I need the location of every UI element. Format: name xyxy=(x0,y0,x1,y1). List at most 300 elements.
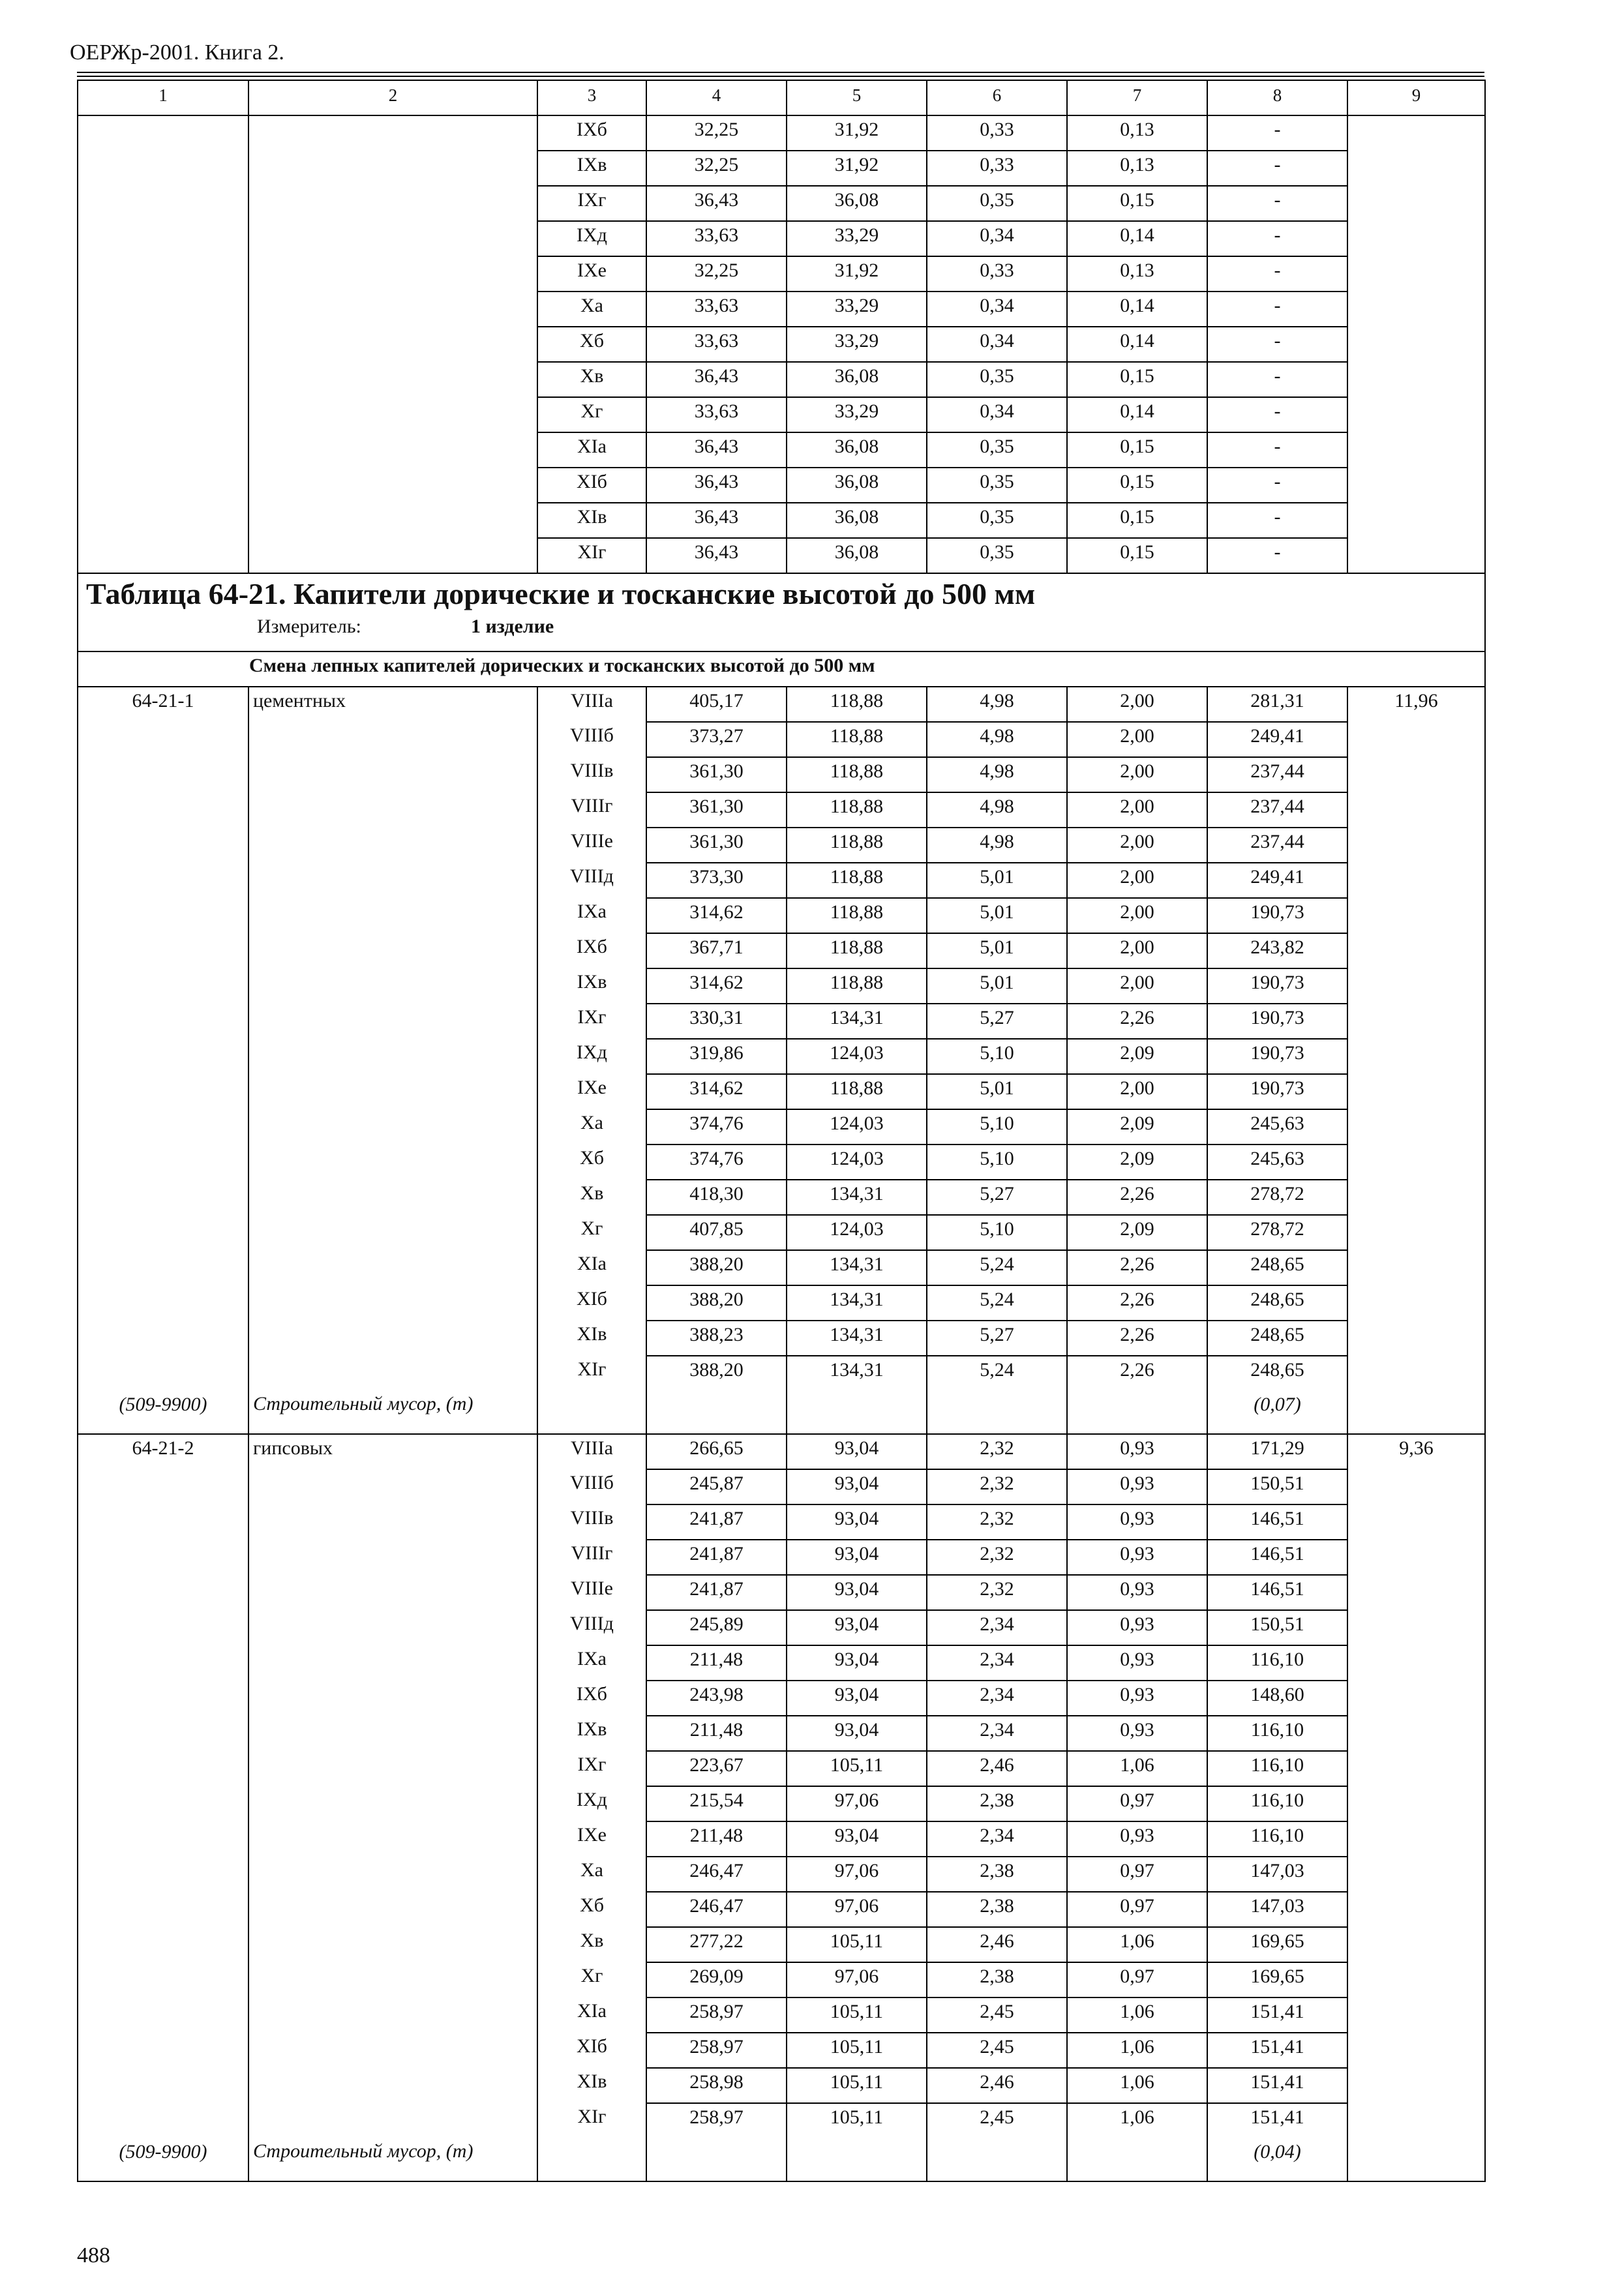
table-cell: 405,17 xyxy=(646,687,787,722)
table-cell: 258,97 xyxy=(646,2103,787,2138)
table-cell: 105,11 xyxy=(787,1927,927,1962)
col9-cell xyxy=(1347,722,1485,757)
code-cell: 64-21-2 xyxy=(78,1434,248,1469)
table-row xyxy=(78,256,1485,292)
table-cell: 33,63 xyxy=(646,397,787,432)
name-cell xyxy=(248,1504,537,1540)
table-cell: 32,25 xyxy=(646,151,787,186)
table-cell: 4,98 xyxy=(927,722,1067,757)
table-row xyxy=(78,1215,1485,1250)
empty-cell xyxy=(1067,2138,1207,2181)
code-cell xyxy=(78,1681,248,1716)
col9-cell xyxy=(1347,757,1485,792)
empty-cell xyxy=(787,2138,927,2181)
table-cell: 2,09 xyxy=(1067,1109,1207,1144)
col9-cell xyxy=(1347,1751,1485,1786)
table-cell: 33,63 xyxy=(646,327,787,362)
col9-cell xyxy=(1347,221,1485,256)
table-cell: Xг xyxy=(537,1215,646,1250)
table-cell: 134,31 xyxy=(787,1004,927,1039)
table-cell: 388,23 xyxy=(646,1321,787,1356)
table-cell: 148,60 xyxy=(1207,1681,1347,1716)
column-number: 5 xyxy=(787,80,927,115)
column-number: 3 xyxy=(537,80,646,115)
table-cell: 5,24 xyxy=(927,1250,1067,1285)
table-cell: XIв xyxy=(537,2068,646,2103)
code-cell xyxy=(78,1109,248,1144)
code-cell xyxy=(78,1285,248,1321)
table-row xyxy=(78,1786,1485,1821)
table-cell: 319,86 xyxy=(646,1039,787,1074)
table-cell: - xyxy=(1207,186,1347,221)
table-cell: Xг xyxy=(537,1962,646,1997)
name-cell xyxy=(248,256,537,292)
name-cell xyxy=(248,828,537,863)
table-cell: XIб xyxy=(537,1285,646,1321)
table-cell: 215,54 xyxy=(646,1786,787,1821)
table-cell: 2,09 xyxy=(1067,1039,1207,1074)
table-cell: 0,33 xyxy=(927,115,1067,151)
table-cell: 0,14 xyxy=(1067,292,1207,327)
table-cell: 2,26 xyxy=(1067,1180,1207,1215)
subheading: Смена лепных капителей дорических и тосканских высотой до 500 мм xyxy=(78,651,1485,687)
measure-value: 1 изделие xyxy=(471,616,554,637)
col9-cell xyxy=(1347,1469,1485,1504)
table-cell: IXб xyxy=(537,1681,646,1716)
col9-cell xyxy=(1347,1857,1485,1892)
name-cell xyxy=(248,362,537,397)
table-cell: 407,85 xyxy=(646,1215,787,1250)
code-cell xyxy=(78,503,248,538)
code-cell xyxy=(78,1610,248,1645)
name-cell xyxy=(248,115,537,151)
name-cell xyxy=(248,1540,537,1575)
name-cell xyxy=(248,1074,537,1109)
table-cell: 2,34 xyxy=(927,1821,1067,1857)
table-cell: 367,71 xyxy=(646,933,787,968)
code-cell xyxy=(78,1321,248,1356)
table-cell: 97,06 xyxy=(787,1786,927,1821)
table-cell: XIа xyxy=(537,1997,646,2033)
table-cell: 211,48 xyxy=(646,1821,787,1857)
table-cell: 190,73 xyxy=(1207,898,1347,933)
empty-cell xyxy=(537,1391,646,1434)
table-cell: Xг xyxy=(537,397,646,432)
col9-cell xyxy=(1347,1997,1485,2033)
table-cell: 33,29 xyxy=(787,221,927,256)
table-cell: 2,32 xyxy=(927,1504,1067,1540)
col9-cell xyxy=(1347,327,1485,362)
code-cell xyxy=(78,1927,248,1962)
table-cell: 0,35 xyxy=(927,538,1067,573)
table-cell: 93,04 xyxy=(787,1469,927,1504)
table-cell: 2,00 xyxy=(1067,687,1207,722)
name-cell xyxy=(248,1645,537,1681)
table-row xyxy=(78,503,1485,538)
name-cell xyxy=(248,1004,537,1039)
table-cell: 5,01 xyxy=(927,863,1067,898)
table-cell: 190,73 xyxy=(1207,1004,1347,1039)
table-cell: 241,87 xyxy=(646,1540,787,1575)
code-cell xyxy=(78,933,248,968)
code-cell xyxy=(78,1540,248,1575)
table-cell: 0,35 xyxy=(927,186,1067,221)
table-cell: 33,29 xyxy=(787,397,927,432)
column-number: 8 xyxy=(1207,80,1347,115)
table-cell: 388,20 xyxy=(646,1356,787,1391)
table-cell: 0,15 xyxy=(1067,538,1207,573)
table-cell: 36,43 xyxy=(646,503,787,538)
table-row xyxy=(78,186,1485,221)
table-cell: 0,35 xyxy=(927,468,1067,503)
table-cell: VIIIе xyxy=(537,1575,646,1610)
table-cell: 0,13 xyxy=(1067,256,1207,292)
name-cell xyxy=(248,1751,537,1786)
table-cell: Xв xyxy=(537,1180,646,1215)
table-row xyxy=(78,1109,1485,1144)
table-cell: 2,32 xyxy=(927,1575,1067,1610)
table-cell: 36,08 xyxy=(787,186,927,221)
table-cell: 2,26 xyxy=(1067,1250,1207,1285)
code-cell xyxy=(78,722,248,757)
col9-cell xyxy=(1347,432,1485,468)
table-row xyxy=(78,1356,1485,1391)
table-row xyxy=(78,968,1485,1004)
table-cell: 2,09 xyxy=(1067,1144,1207,1180)
table-cell: IXв xyxy=(537,151,646,186)
code-cell: 64-21-1 xyxy=(78,687,248,722)
table-row xyxy=(78,828,1485,863)
waste-name-text: Строительный мусор, (т) xyxy=(253,1393,474,1414)
table-cell: 5,01 xyxy=(927,933,1067,968)
table-cell: 36,08 xyxy=(787,432,927,468)
table-cell: 5,10 xyxy=(927,1144,1067,1180)
col9-cell xyxy=(1347,2033,1485,2068)
table-cell: - xyxy=(1207,151,1347,186)
code-cell xyxy=(78,186,248,221)
code-cell xyxy=(78,1716,248,1751)
name-cell xyxy=(248,1575,537,1610)
table-cell: 118,88 xyxy=(787,1074,927,1109)
table-cell: 151,41 xyxy=(1207,2103,1347,2138)
table-cell: 105,11 xyxy=(787,1997,927,2033)
column-number: 6 xyxy=(927,80,1067,115)
header-rule xyxy=(77,76,1484,77)
measure-line xyxy=(82,612,1481,642)
code-cell xyxy=(78,1575,248,1610)
table-cell: 0,13 xyxy=(1067,151,1207,186)
waste-row xyxy=(78,1391,1485,1434)
table-cell: 0,34 xyxy=(927,397,1067,432)
table-cell: 93,04 xyxy=(787,1821,927,1857)
table-cell: XIг xyxy=(537,538,646,573)
col9-cell xyxy=(1347,1004,1485,1039)
name-cell xyxy=(248,221,537,256)
table-row xyxy=(78,1074,1485,1109)
table-cell: VIIIд xyxy=(537,863,646,898)
table-cell: 237,44 xyxy=(1207,792,1347,828)
table-cell: 4,98 xyxy=(927,792,1067,828)
table-cell: Xв xyxy=(537,362,646,397)
table-cell: 151,41 xyxy=(1207,2033,1347,2068)
table-cell: 361,30 xyxy=(646,757,787,792)
table-cell: IXе xyxy=(537,1821,646,1857)
name-cell xyxy=(248,1039,537,1074)
table-cell: 0,35 xyxy=(927,362,1067,397)
table-row xyxy=(78,898,1485,933)
table-cell: XIг xyxy=(537,2103,646,2138)
table-cell: 0,13 xyxy=(1067,115,1207,151)
table-cell: 151,41 xyxy=(1207,2068,1347,2103)
name-cell xyxy=(248,898,537,933)
name-cell xyxy=(248,1610,537,1645)
table-cell: - xyxy=(1207,503,1347,538)
table-row xyxy=(78,221,1485,256)
table-cell: 146,51 xyxy=(1207,1575,1347,1610)
table-cell: XIв xyxy=(537,503,646,538)
table-cell: IXг xyxy=(537,1004,646,1039)
table-cell: 124,03 xyxy=(787,1144,927,1180)
code-cell xyxy=(78,1786,248,1821)
table-cell: 118,88 xyxy=(787,792,927,828)
table-cell: 118,88 xyxy=(787,757,927,792)
table-row xyxy=(78,1039,1485,1074)
table-cell: 2,34 xyxy=(927,1645,1067,1681)
table-row xyxy=(78,1645,1485,1681)
table-cell: 0,35 xyxy=(927,432,1067,468)
table-cell: 0,35 xyxy=(927,503,1067,538)
name-cell xyxy=(248,1180,537,1215)
table-cell: 4,98 xyxy=(927,757,1067,792)
table-cell: 2,00 xyxy=(1067,792,1207,828)
table-row xyxy=(78,362,1485,397)
table-cell: 2,45 xyxy=(927,2103,1067,2138)
table-cell: 134,31 xyxy=(787,1321,927,1356)
table-cell: 2,34 xyxy=(927,1610,1067,1645)
code-cell xyxy=(78,1821,248,1857)
name-cell xyxy=(248,468,537,503)
waste-row xyxy=(78,2138,1485,2181)
table-cell: 2,00 xyxy=(1067,1074,1207,1109)
name-cell xyxy=(248,327,537,362)
table-cell: 211,48 xyxy=(646,1716,787,1751)
name-cell xyxy=(248,1356,537,1391)
table-row xyxy=(78,1504,1485,1540)
name-cell xyxy=(248,1681,537,1716)
table-cell: 93,04 xyxy=(787,1434,927,1469)
table-cell: 146,51 xyxy=(1207,1540,1347,1575)
table-cell: 33,29 xyxy=(787,327,927,362)
table-row xyxy=(78,397,1485,432)
table-cell: 5,10 xyxy=(927,1039,1067,1074)
empty-cell xyxy=(646,1391,787,1434)
table-cell: 223,67 xyxy=(646,1751,787,1786)
table-cell: 245,89 xyxy=(646,1610,787,1645)
table-cell: - xyxy=(1207,432,1347,468)
table-cell: - xyxy=(1207,221,1347,256)
table-cell: 248,65 xyxy=(1207,1250,1347,1285)
table-cell: 0,93 xyxy=(1067,1504,1207,1540)
table-cell: 97,06 xyxy=(787,1962,927,1997)
table-cell: 134,31 xyxy=(787,1180,927,1215)
name-cell xyxy=(248,2068,537,2103)
table-cell: 36,43 xyxy=(646,432,787,468)
table-cell: IXд xyxy=(537,1039,646,1074)
code-cell xyxy=(78,828,248,863)
name-cell xyxy=(248,397,537,432)
code-cell xyxy=(78,1751,248,1786)
table-cell: 0,93 xyxy=(1067,1821,1207,1857)
table-cell: 0,93 xyxy=(1067,1645,1207,1681)
waste-code: (509-9900) xyxy=(78,1391,248,1434)
name-cell xyxy=(248,538,537,573)
code-cell xyxy=(78,968,248,1004)
table-row xyxy=(78,1469,1485,1504)
table-cell: - xyxy=(1207,538,1347,573)
empty-cell xyxy=(787,1391,927,1434)
table-cell: 150,51 xyxy=(1207,1469,1347,1504)
code-cell xyxy=(78,1356,248,1391)
table-cell: 1,06 xyxy=(1067,2033,1207,2068)
subheading-row xyxy=(78,651,1485,687)
table-cell: 258,97 xyxy=(646,1997,787,2033)
table-cell: 269,09 xyxy=(646,1962,787,1997)
table-cell: 134,31 xyxy=(787,1356,927,1391)
col9-cell xyxy=(1347,1144,1485,1180)
table-cell: 0,14 xyxy=(1067,221,1207,256)
code-cell xyxy=(78,327,248,362)
name-cell xyxy=(248,1321,537,1356)
table-row xyxy=(78,538,1485,573)
table-cell: 32,25 xyxy=(646,115,787,151)
code-cell xyxy=(78,757,248,792)
table-cell: 5,24 xyxy=(927,1356,1067,1391)
table-cell: 1,06 xyxy=(1067,1927,1207,1962)
table-row xyxy=(78,151,1485,186)
table-cell: 116,10 xyxy=(1207,1751,1347,1786)
code-cell xyxy=(78,1215,248,1250)
table-cell: Xа xyxy=(537,1109,646,1144)
table-cell: 374,76 xyxy=(646,1109,787,1144)
table-cell: XIб xyxy=(537,468,646,503)
table-cell: 5,01 xyxy=(927,1074,1067,1109)
table-cell: 31,92 xyxy=(787,256,927,292)
table-cell: 36,08 xyxy=(787,362,927,397)
table-cell: 266,65 xyxy=(646,1434,787,1469)
code-cell xyxy=(78,1039,248,1074)
waste-value: (0,04) xyxy=(1207,2138,1347,2181)
table-cell: IXе xyxy=(537,1074,646,1109)
table-cell: 0,93 xyxy=(1067,1469,1207,1504)
table-cell: 243,82 xyxy=(1207,933,1347,968)
table-cell: 0,97 xyxy=(1067,1857,1207,1892)
table-row xyxy=(78,863,1485,898)
table-row xyxy=(78,1610,1485,1645)
table-cell: 33,29 xyxy=(787,292,927,327)
table-cell: 0,97 xyxy=(1067,1892,1207,1927)
name-cell xyxy=(248,503,537,538)
code-cell xyxy=(78,1997,248,2033)
code-cell xyxy=(78,292,248,327)
table-cell: 2,38 xyxy=(927,1892,1067,1927)
table-cell: 36,08 xyxy=(787,468,927,503)
table-cell: 314,62 xyxy=(646,968,787,1004)
code-cell xyxy=(78,1004,248,1039)
code-cell xyxy=(78,863,248,898)
empty-cell xyxy=(927,2138,1067,2181)
code-cell xyxy=(78,1645,248,1681)
table-cell: 418,30 xyxy=(646,1180,787,1215)
table-cell: 2,45 xyxy=(927,2033,1067,2068)
table-cell: Xв xyxy=(537,1927,646,1962)
name-cell xyxy=(248,722,537,757)
code-cell xyxy=(78,362,248,397)
table-cell: 278,72 xyxy=(1207,1215,1347,1250)
table-cell: 4,98 xyxy=(927,687,1067,722)
table-cell: IXб xyxy=(537,933,646,968)
code-cell xyxy=(78,1857,248,1892)
col9-cell xyxy=(1347,1215,1485,1250)
col9-cell xyxy=(1347,1962,1485,1997)
table-cell: 2,38 xyxy=(927,1786,1067,1821)
col9-cell xyxy=(1347,1285,1485,1321)
col9-cell xyxy=(1347,1504,1485,1540)
table-cell: 0,93 xyxy=(1067,1716,1207,1751)
code-cell xyxy=(78,2068,248,2103)
table-cell: - xyxy=(1207,115,1347,151)
table-cell: 0,33 xyxy=(927,256,1067,292)
col9-cell xyxy=(1347,863,1485,898)
table-row xyxy=(78,1285,1485,1321)
col9-cell xyxy=(1347,1645,1485,1681)
table-cell: 5,01 xyxy=(927,968,1067,1004)
table-cell: 2,46 xyxy=(927,2068,1067,2103)
table-title-row xyxy=(78,573,1485,651)
table-cell: 116,10 xyxy=(1207,1786,1347,1821)
table-cell: 118,88 xyxy=(787,828,927,863)
code-cell xyxy=(78,1250,248,1285)
name-cell xyxy=(248,1716,537,1751)
table-cell: IXг xyxy=(537,186,646,221)
table-cell: 0,34 xyxy=(927,292,1067,327)
code-cell xyxy=(78,468,248,503)
table-cell: 171,29 xyxy=(1207,1434,1347,1469)
table-cell: 147,03 xyxy=(1207,1857,1347,1892)
table-cell: IXд xyxy=(537,221,646,256)
table-cell: 0,15 xyxy=(1067,362,1207,397)
col9-cell xyxy=(1347,2138,1485,2181)
column-numbers-row xyxy=(78,80,1485,115)
table-cell: VIIIа xyxy=(537,687,646,722)
table-row xyxy=(78,432,1485,468)
col9-cell xyxy=(1347,468,1485,503)
table-row xyxy=(78,1927,1485,1962)
table-cell: IXа xyxy=(537,1645,646,1681)
table-cell: 249,41 xyxy=(1207,863,1347,898)
table-cell: IXд xyxy=(537,1786,646,1821)
table-cell: 278,72 xyxy=(1207,1180,1347,1215)
table-cell: 2,38 xyxy=(927,1857,1067,1892)
table-cell: 116,10 xyxy=(1207,1821,1347,1857)
column-number: 7 xyxy=(1067,80,1207,115)
table-cell: 2,45 xyxy=(927,1997,1067,2033)
code-cell xyxy=(78,898,248,933)
table-cell: 248,65 xyxy=(1207,1321,1347,1356)
table-cell: 258,98 xyxy=(646,2068,787,2103)
table-row xyxy=(78,1821,1485,1857)
code-cell xyxy=(78,1469,248,1504)
table-cell: 2,00 xyxy=(1067,722,1207,757)
